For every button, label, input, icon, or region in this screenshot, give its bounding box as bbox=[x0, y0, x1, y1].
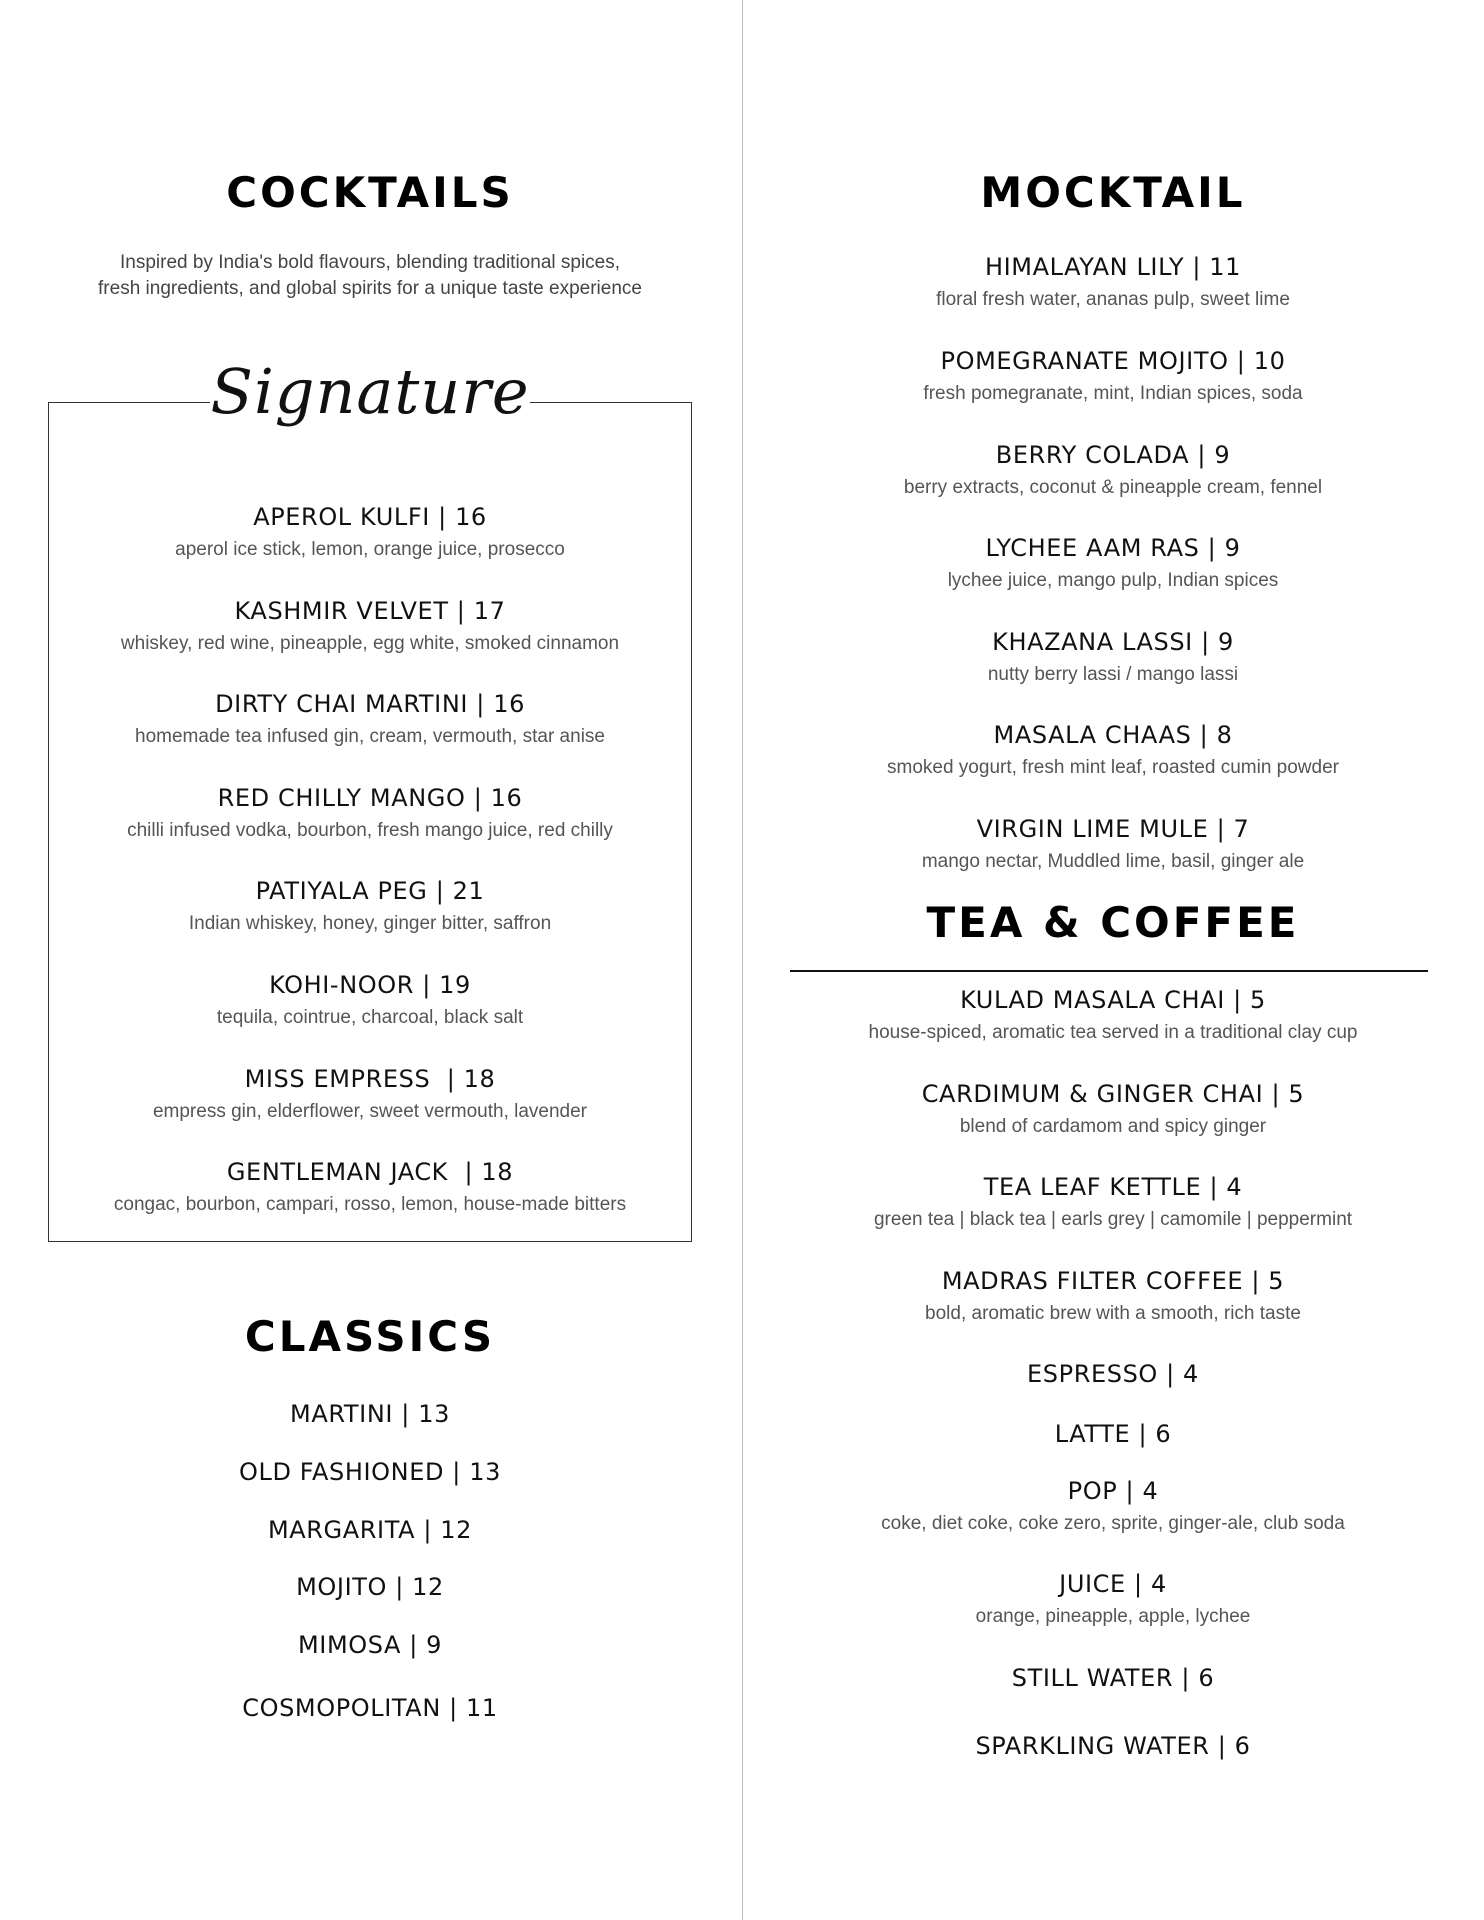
intro-line-1: Inspired by India's bold flavours, blending traditional spices, bbox=[119, 252, 621, 273]
tea-coffee-desc: coke, diet coke, coke zero, sprite, ginger-ale, club soda bbox=[881, 1513, 1345, 1534]
cocktails-intro bbox=[40, 250, 700, 302]
tea-coffee-name: CARDIMUM & GINGER CHAI | 5 bbox=[921, 1080, 1305, 1108]
cocktail-name: APEROL KULFI | 16 bbox=[253, 503, 487, 531]
classic-item: MARTINI | 13 bbox=[290, 1400, 450, 1428]
cocktail-desc: homemade tea infused gin, cream, vermouth, star anise bbox=[135, 726, 605, 747]
tea-coffee-name: JUICE | 4 bbox=[1059, 1570, 1167, 1598]
cocktail-name: GENTLEMAN JACK | 18 bbox=[226, 1158, 514, 1186]
tea-coffee-name: TEA LEAF KETTLE | 4 bbox=[983, 1173, 1243, 1201]
tea-coffee-title: TEA & COFFEE bbox=[926, 898, 1300, 947]
tea-coffee-name: KULAD MASALA CHAI | 5 bbox=[960, 986, 1266, 1014]
tea-coffee-name: POP | 4 bbox=[1067, 1477, 1159, 1505]
classic-item: MARGARITA | 12 bbox=[267, 1516, 473, 1544]
classic-item: MOJITO | 12 bbox=[296, 1573, 444, 1601]
tea-coffee-desc: blend of cardamom and spicy ginger bbox=[959, 1116, 1267, 1137]
tea-coffee-name: SPARKLING WATER | 6 bbox=[975, 1732, 1251, 1760]
cocktail-desc: aperol ice stick, lemon, orange juice, prosecco bbox=[175, 539, 565, 560]
tea-coffee-name: ESPRESSO | 4 bbox=[1027, 1360, 1199, 1388]
mocktail-desc: smoked yogurt, fresh mint leaf, roasted cumin powder bbox=[887, 757, 1339, 778]
mocktail-name: LYCHEE AAM RAS | 9 bbox=[985, 534, 1241, 562]
mocktail-name: BERRY COLADA | 9 bbox=[995, 441, 1231, 469]
cocktail-name: KASHMIR VELVET | 17 bbox=[234, 597, 506, 625]
mocktail-desc: mango nectar, Muddled lime, basil, ginger ale bbox=[921, 851, 1305, 872]
classic-item: MIMOSA | 9 bbox=[297, 1631, 443, 1659]
mocktail-name: POMEGRANATE MOJITO | 10 bbox=[940, 347, 1286, 375]
cocktail-name: MISS EMPRESS | 18 bbox=[244, 1065, 496, 1093]
classic-item: OLD FASHIONED | 13 bbox=[239, 1458, 501, 1486]
tea-coffee-desc: orange, pineapple, apple, lychee bbox=[975, 1606, 1251, 1627]
cocktail-name: DIRTY CHAI MARTINI | 16 bbox=[215, 690, 525, 718]
intro-line-2: fresh ingredients, and global spirits for a unique taste experience bbox=[98, 278, 642, 299]
cocktail-desc: Indian whiskey, honey, ginger bitter, saffron bbox=[188, 913, 552, 934]
tea-coffee-name: LATTE | 6 bbox=[1054, 1420, 1172, 1448]
cocktail-name: KOHI-NOOR | 19 bbox=[269, 971, 471, 999]
cocktail-desc: tequila, cointrue, charcoal, black salt bbox=[216, 1007, 524, 1028]
cocktail-desc: empress gin, elderflower, sweet vermouth, lavender bbox=[152, 1101, 588, 1122]
tea-coffee-desc: house-spiced, aromatic tea served in a traditional clay cup bbox=[868, 1022, 1358, 1043]
cocktail-name: RED CHILLY MANGO | 16 bbox=[217, 784, 523, 812]
mocktail-name: VIRGIN LIME MULE | 7 bbox=[976, 815, 1250, 843]
mocktail-name: HIMALAYAN LILY | 11 bbox=[984, 253, 1242, 281]
mocktail-title: MOCKTAIL bbox=[980, 168, 1246, 217]
cocktail-desc: chilli infused vodka, bourbon, fresh mango juice, red chilly bbox=[127, 820, 613, 841]
column-divider bbox=[742, 0, 743, 1920]
tea-coffee-name: MADRAS FILTER COFFEE | 5 bbox=[941, 1267, 1285, 1295]
tea-coffee-desc: bold, aromatic brew with a smooth, rich taste bbox=[925, 1303, 1301, 1324]
cocktail-desc: whiskey, red wine, pineapple, egg white, smoked cinnamon bbox=[120, 633, 620, 654]
mocktail-desc: lychee juice, mango pulp, Indian spices bbox=[947, 570, 1279, 591]
cocktails-title: COCKTAILS bbox=[226, 168, 514, 217]
mocktail-desc: fresh pomegranate, mint, Indian spices, soda bbox=[923, 383, 1303, 404]
mocktail-desc: floral fresh water, ananas pulp, sweet lime bbox=[936, 289, 1290, 310]
cocktail-desc: congac, bourbon, campari, rosso, lemon, house-made bitters bbox=[113, 1194, 627, 1215]
mocktail-desc: berry extracts, coconut & pineapple cream, fennel bbox=[903, 477, 1323, 498]
mocktail-desc: nutty berry lassi / mango lassi bbox=[987, 664, 1239, 685]
mocktail-name: MASALA CHAAS | 8 bbox=[993, 721, 1233, 749]
tea-coffee-name: STILL WATER | 6 bbox=[1011, 1664, 1215, 1692]
cocktail-name: PATIYALA PEG | 21 bbox=[255, 877, 485, 905]
tea-coffee-rule bbox=[790, 970, 1428, 972]
signature-label: Signature bbox=[210, 355, 530, 428]
mocktail-name: KHAZANA LASSI | 9 bbox=[992, 628, 1234, 656]
classics-title: CLASSICS bbox=[244, 1312, 496, 1361]
tea-coffee-desc: green tea | black tea | earls grey | camomile | peppermint bbox=[873, 1209, 1353, 1230]
classic-item: COSMOPOLITAN | 11 bbox=[242, 1694, 498, 1722]
